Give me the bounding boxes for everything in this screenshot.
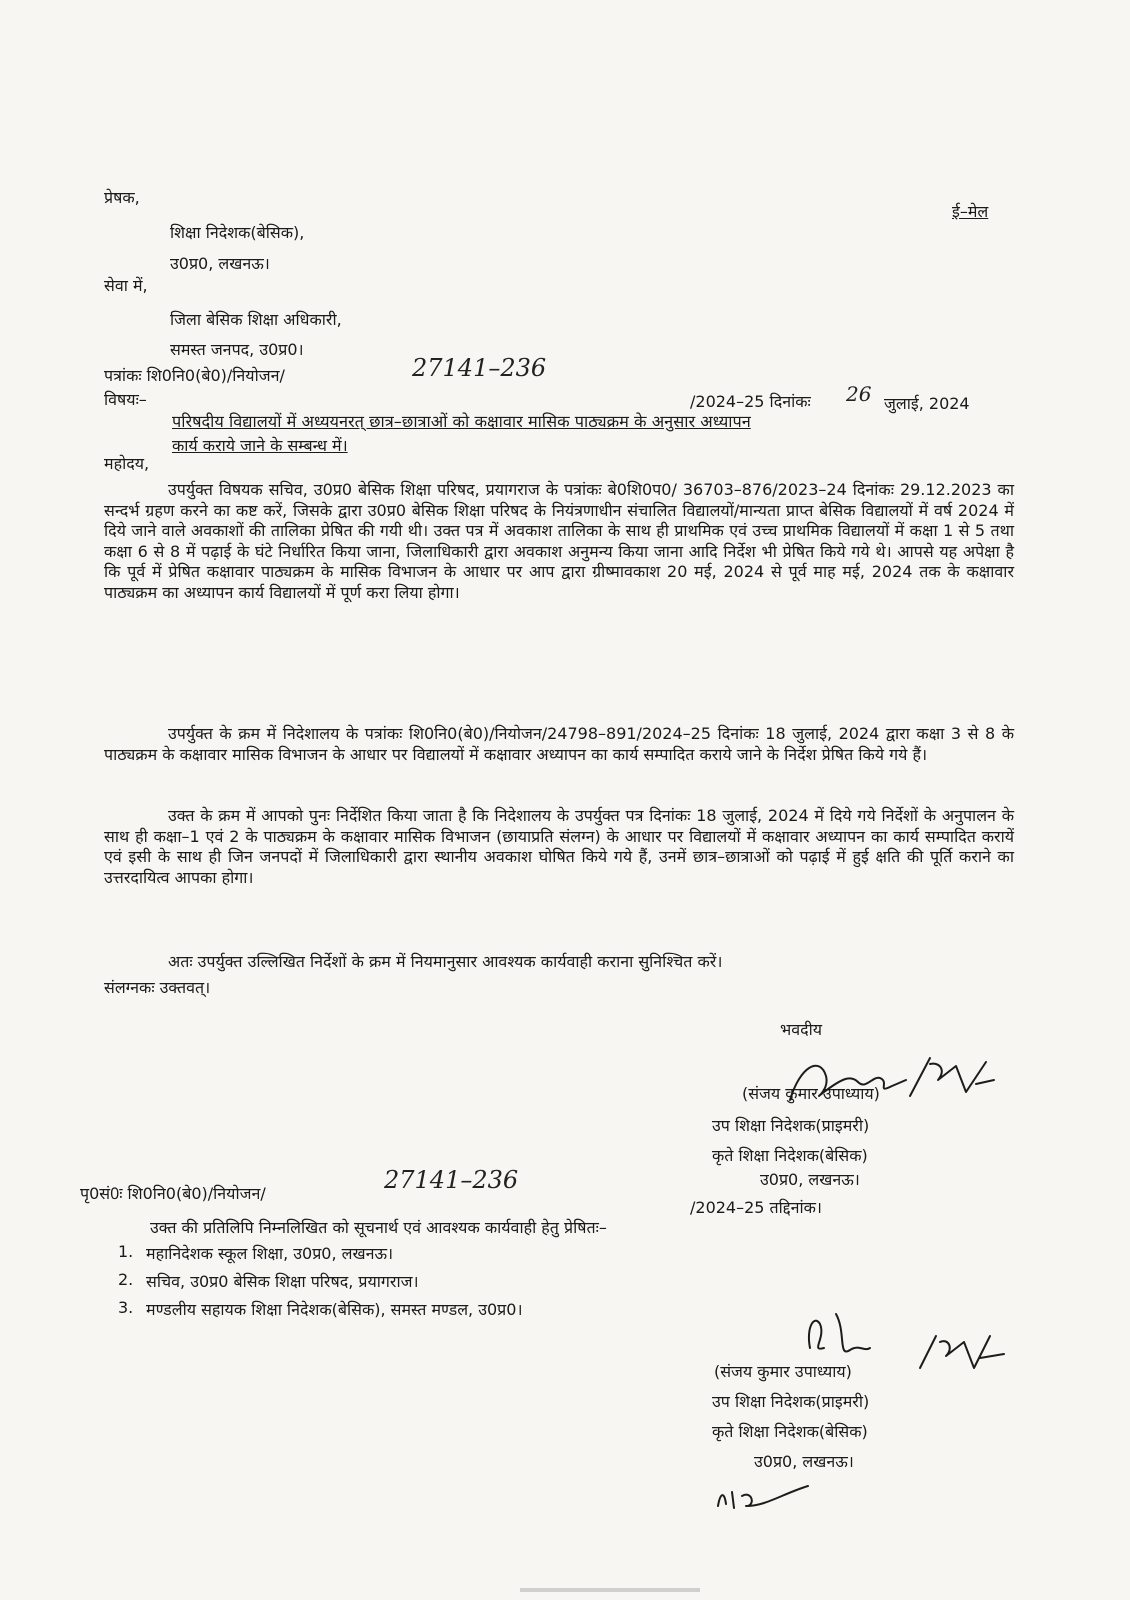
copy-ref-label: पृ0सं0ः शि0नि0(बे0)/नियोजन/: [80, 1184, 266, 1203]
copy-item-text: सचिव, उ0प्र0 बेसिक शिक्षा परिषद, प्रयागराज।: [146, 1272, 419, 1291]
signatory-on-behalf-1: कृते शिक्षा निदेशक(बेसिक): [712, 1146, 868, 1165]
ref-number-handwritten: 27141–236: [412, 354, 547, 382]
ref-label: पत्रांकः शि0नि0(बे0)/नियोजन/: [104, 366, 285, 385]
copy-ref-number-handwritten: 27141–236: [384, 1166, 519, 1194]
signatory-designation-2: उप शिक्षा निदेशक(प्राइमरी): [712, 1392, 870, 1411]
paragraph-3: उक्त के क्रम में आपको पुनः निर्देशित किया जाता है कि निदेशालय के उपर्युक्त पत्र दिनांकः 18 जुलाई, 2024 में दिये गये निर्देशों के अनुपालन के साथ ही कक्षा–1 एवं 2 के पाठ्यक्रम के कक्षावार मासिक विभाजन (छायाप्रति संलग्न) के आधार पर विद्यालयों में कक्षावार अध्यापन का कार्य सम्पादित करायें एवं इसी के साथ ही जिन जनपदों में जिलाधिकारी द्वारा स्थानीय अवकाश घोषित किये गये हैं, उनमें छात्र–छात्राओं को पढ़ाई में हुई क्षति की पूर्ति कराने का उत्तरदायित्व आपका होगा।: [104, 806, 1014, 887]
copy-item-text: महानिदेशक स्कूल शिक्षा, उ0प्र0, लखनऊ।: [146, 1244, 394, 1263]
copy-item-num: 1.: [118, 1242, 134, 1261]
email-label: ई–मेल: [952, 202, 989, 221]
salutation: महोदय,: [104, 454, 150, 473]
sender-line2: उ0प्र0, लखनऊ।: [170, 254, 270, 273]
copy-intro: उक्त की प्रतिलिपि निम्नलिखित को सूचनार्थ एवं आवश्यक कार्यवाही हेतु प्रेषितः–: [150, 1218, 607, 1237]
scan-edge-mark: [520, 1588, 700, 1592]
closing: भवदीय: [780, 1020, 823, 1039]
date-rest: जुलाई, 2024: [884, 394, 970, 413]
paragraph-2: उपर्युक्त के क्रम में निदेशालय के पत्रांकः शि0नि0(बे0)/नियोजन/24798–891/2024–25 दिनांकः 18 जुलाई, 2024 द्वारा कक्षा 3 से 8 के पाठ्यक्रम के कक्षावार मासिक विभाजन के आधार पर विद्यालयों में कक्षावार अध्यापन का कार्य सम्पादित कराये जाने के निर्देश प्रेषित किये गये हैं।: [104, 724, 1014, 764]
initials-scribble-icon: [712, 1476, 822, 1516]
signatory-place-1: उ0प्र0, लखनऊ।: [760, 1170, 860, 1189]
recipient-line1: जिला बेसिक शिक्षा अधिकारी,: [170, 310, 342, 329]
ref-year-date: /2024–25 दिनांकः: [690, 392, 811, 411]
subject-line2: कार्य कराये जाने के सम्बन्ध में।: [172, 436, 348, 455]
subject-line1: परिषदीय विद्यालयों में अध्ययनरत् छात्र–छात्राओं को कक्षावार मासिक पाठ्यक्रम के अनुसार अध्यापन: [172, 412, 751, 431]
sender-line1: शिक्षा निदेशक(बेसिक),: [170, 223, 305, 242]
paragraph-4: अतः उपर्युक्त उल्लिखित निर्देशों के क्रम में नियमानुसार आवश्यक कार्यवाही कराना सुनिश्चित करें।: [168, 952, 723, 971]
signatory-name-1: (संजय कुमार उपाध्याय): [742, 1084, 880, 1103]
copy-item-num: 2.: [118, 1270, 134, 1289]
signatory-place-2: उ0प्र0, लखनऊ।: [754, 1452, 854, 1471]
signature-1-icon: [780, 1036, 1010, 1116]
subject-label: विषयः–: [104, 390, 147, 409]
to-label: सेवा में,: [104, 276, 148, 295]
date-day-handwritten: 26: [846, 382, 872, 406]
paragraph-1: उपर्युक्त विषयक सचिव, उ0प्र0 बेसिक शिक्षा परिषद, प्रयागराज के पत्रांकः बे0शि0प0/ 36703–876/2023–24 दिनांकः 29.12.2023 का सन्दर्भ ग्रहण करने का कष्ट करें, जिसके द्वारा उ0प्र0 बेसिक शिक्षा परिषद के नियंत्रणाधीन संचालित विद्यालयों/मान्यता प्राप्त बेसिक विद्यालयों में वर्ष 2024 में दिये जाने वाले अवकाशों की तालिका प्रेषित की गयी थी। उक्त पत्र में अवकाश तालिका के साथ ही प्राथमिक एवं उच्च प्राथमिक विद्यालयों में कक्षा 1 से 5 तथा कक्षा 6 से 8 में पढ़ाई के घंटे निर्धारित किया जाना, जिलाधिकारी द्वारा अवकाश अनुमन्य किया जाना आदि निर्देश भी प्रेषित किये गये थे। आपसे यह अपेक्षा है कि पूर्व में प्रेषित कक्षावार पाठ्यक्रम के मासिक विभाजन के आधार पर आप द्वारा ग्रीष्मावकाश 20 मई, 2024 से पूर्व माह मई, 2024 तक के कक्षावार पाठ्यक्रम का अध्यापन कार्य विद्यालयों में पूर्ण करा लिया होगा।: [104, 480, 1014, 602]
copy-item-text: मण्डलीय सहायक शिक्षा निदेशक(बेसिक), समस्त मण्डल, उ0प्र0।: [146, 1300, 523, 1319]
signatory-designation-1: उप शिक्षा निदेशक(प्राइमरी): [712, 1116, 870, 1135]
copy-ref-year-date: /2024–25 तद्दिनांक।: [690, 1198, 822, 1217]
recipient-line2: समस्त जनपद, उ0प्र0।: [170, 340, 304, 359]
copy-item-num: 3.: [118, 1298, 134, 1317]
enclosure: संलग्नकः उक्तवत्।: [104, 978, 211, 997]
signatory-name-2: (संजय कुमार उपाध्याय): [714, 1362, 852, 1381]
signatory-on-behalf-2: कृते शिक्षा निदेशक(बेसिक): [712, 1422, 868, 1441]
sender-label: प्रेषक,: [104, 188, 140, 207]
